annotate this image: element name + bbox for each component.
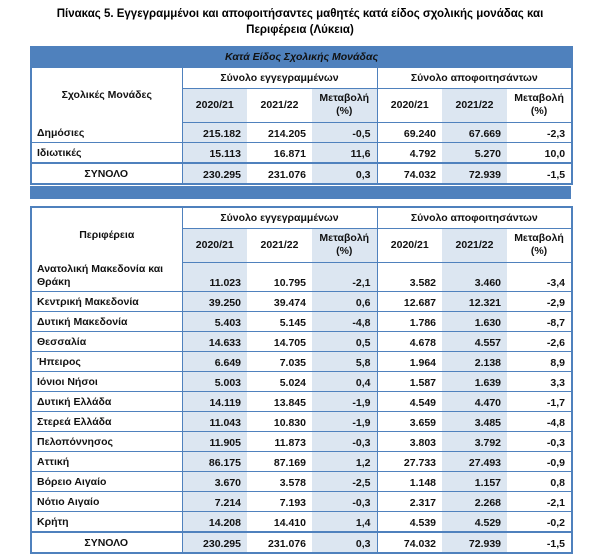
cell-value: -1,9 [312, 392, 377, 412]
cell-value: 11.043 [182, 412, 247, 432]
table-banner-row [31, 47, 572, 68]
cell-value: -2,1 [312, 262, 377, 292]
cell-value: 0,5 [312, 332, 377, 352]
cell-value: 3.485 [442, 412, 507, 432]
row-label: Ιόνιοι Νήσοι [31, 372, 182, 392]
cell-value: 12.687 [377, 292, 442, 312]
cell-value: 16.871 [247, 142, 312, 163]
column-header-change-pct: Μεταβολή (%) [507, 88, 572, 122]
table-row [31, 432, 572, 452]
cell-value: 11.905 [182, 432, 247, 452]
row-label: Δημόσιες [31, 122, 182, 142]
cell-value: -2,1 [507, 492, 572, 512]
table-banner: Κατά Είδος Σχολικής Μονάδας [31, 47, 572, 68]
cell-value: -0,3 [507, 432, 572, 452]
cell-value: 1,4 [312, 512, 377, 533]
cell-value: 215.182 [182, 122, 247, 142]
total-row [31, 532, 572, 553]
column-header-graduated-group: Σύνολο αποφοιτησάντων [377, 67, 572, 88]
column-header-year-2020-21: 2020/21 [377, 228, 442, 262]
cell-value: 5.270 [442, 142, 507, 163]
cell-value: 231.076 [247, 532, 312, 553]
cell-value: -4,8 [507, 412, 572, 432]
cell-value: 0,3 [312, 532, 377, 553]
school-type-table [30, 46, 573, 185]
table-row [31, 142, 572, 163]
column-header-change-pct: Μεταβολή (%) [312, 228, 377, 262]
column-header-year-2021-22: 2021/22 [442, 88, 507, 122]
table-row [31, 492, 572, 512]
cell-value: 10.795 [247, 262, 312, 292]
cell-value: 1.148 [377, 472, 442, 492]
cell-value: 74.032 [377, 163, 442, 184]
cell-value: 230.295 [182, 163, 247, 184]
cell-value: -2,9 [507, 292, 572, 312]
cell-value: -1,5 [507, 163, 572, 184]
row-label: Αττική [31, 452, 182, 472]
cell-value: 3.792 [442, 432, 507, 452]
cell-value: 11,6 [312, 142, 377, 163]
row-label: Ανατολική Μακεδονία και Θράκη [31, 262, 182, 292]
cell-value: 4.529 [442, 512, 507, 533]
cell-value: -2,3 [507, 122, 572, 142]
cell-value: 1,2 [312, 452, 377, 472]
column-header-year-2021-22: 2021/22 [247, 88, 312, 122]
column-header-enrolled-group: Σύνολο εγγεγραμμένων [182, 207, 377, 229]
cell-value: 1.630 [442, 312, 507, 332]
cell-value: 3.803 [377, 432, 442, 452]
row-label: Κρήτη [31, 512, 182, 533]
cell-value: 3,3 [507, 372, 572, 392]
column-header-enrolled-group: Σύνολο εγγεγραμμένων [182, 67, 377, 88]
cell-value: 0,4 [312, 372, 377, 392]
row-label: Νότιο Αιγαίο [31, 492, 182, 512]
table-row [31, 472, 572, 492]
cell-value: 214.205 [247, 122, 312, 142]
cell-value: 5.145 [247, 312, 312, 332]
cell-value: -3,4 [507, 262, 572, 292]
cell-value: 0,8 [507, 472, 572, 492]
row-label: Στερεά Ελλάδα [31, 412, 182, 432]
cell-value: 67.669 [442, 122, 507, 142]
row-label: ΣΥΝΟΛΟ [31, 163, 182, 184]
table-row [31, 372, 572, 392]
column-header-year-2020-21: 2020/21 [182, 228, 247, 262]
table-row [31, 122, 572, 142]
region-table [30, 206, 573, 554]
cell-value: 5.003 [182, 372, 247, 392]
row-label: Δυτική Μακεδονία [31, 312, 182, 332]
cell-value: 14.633 [182, 332, 247, 352]
column-header-change-pct: Μεταβολή (%) [507, 228, 572, 262]
cell-value: 6.649 [182, 352, 247, 372]
cell-value: -8,7 [507, 312, 572, 332]
column-header-change-pct: Μεταβολή (%) [312, 88, 377, 122]
table-divider-bar [30, 186, 571, 199]
cell-value: -1,7 [507, 392, 572, 412]
cell-value: 3.670 [182, 472, 247, 492]
cell-value: 0,6 [312, 292, 377, 312]
cell-value: 2.268 [442, 492, 507, 512]
column-header-year-2020-21: 2020/21 [377, 88, 442, 122]
cell-value: 72.939 [442, 163, 507, 184]
cell-value: -2,5 [312, 472, 377, 492]
column-header-school-units: Σχολικές Μονάδες [31, 67, 182, 122]
row-label: Πελοπόννησος [31, 432, 182, 452]
row-label: Ιδιωτικές [31, 142, 182, 163]
row-label: Ήπειρος [31, 352, 182, 372]
cell-value: 13.845 [247, 392, 312, 412]
cell-value: 3.460 [442, 262, 507, 292]
cell-value: 14.208 [182, 512, 247, 533]
cell-value: 8,9 [507, 352, 572, 372]
cell-value: 3.659 [377, 412, 442, 432]
row-label: Κεντρική Μακεδονία [31, 292, 182, 312]
cell-value: 39.250 [182, 292, 247, 312]
cell-value: 7.193 [247, 492, 312, 512]
cell-value: 4.470 [442, 392, 507, 412]
row-label: ΣΥΝΟΛΟ [31, 532, 182, 553]
cell-value: -1,5 [507, 532, 572, 553]
table-row [31, 292, 572, 312]
cell-value: 231.076 [247, 163, 312, 184]
table-row [31, 262, 572, 292]
cell-value: 74.032 [377, 532, 442, 553]
cell-value: -1,9 [312, 412, 377, 432]
cell-value: 12.321 [442, 292, 507, 312]
table-row [31, 312, 572, 332]
column-header-region: Περιφέρεια [31, 207, 182, 263]
cell-value: 7.214 [182, 492, 247, 512]
cell-value: 14.119 [182, 392, 247, 412]
cell-value: -0,3 [312, 492, 377, 512]
cell-value: 2.138 [442, 352, 507, 372]
group-header-row [31, 67, 572, 88]
table-row [31, 452, 572, 472]
cell-value: 87.169 [247, 452, 312, 472]
cell-value: -2,6 [507, 332, 572, 352]
cell-value: 27.733 [377, 452, 442, 472]
group-header-row [31, 207, 572, 229]
table-row [31, 512, 572, 533]
cell-value: 14.705 [247, 332, 312, 352]
total-row [31, 163, 572, 184]
cell-value: 5.403 [182, 312, 247, 332]
cell-value: 10,0 [507, 142, 572, 163]
cell-value: 69.240 [377, 122, 442, 142]
cell-value: 0,3 [312, 163, 377, 184]
cell-value: 10.830 [247, 412, 312, 432]
cell-value: 1.786 [377, 312, 442, 332]
cell-value: -0,5 [312, 122, 377, 142]
cell-value: -0,9 [507, 452, 572, 472]
cell-value: 4.792 [377, 142, 442, 163]
table-row [31, 352, 572, 372]
cell-value: -0,3 [312, 432, 377, 452]
row-label: Θεσσαλία [31, 332, 182, 352]
row-label: Βόρειο Αιγαίο [31, 472, 182, 492]
cell-value: 1.964 [377, 352, 442, 372]
cell-value: 14.410 [247, 512, 312, 533]
cell-value: 4.557 [442, 332, 507, 352]
table-row [31, 332, 572, 352]
cell-value: 11.023 [182, 262, 247, 292]
cell-value: 1.639 [442, 372, 507, 392]
table-row [31, 392, 572, 412]
cell-value: 4.549 [377, 392, 442, 412]
table-row [31, 412, 572, 432]
cell-value: 27.493 [442, 452, 507, 472]
row-label: Δυτική Ελλάδα [31, 392, 182, 412]
cell-value: 1.157 [442, 472, 507, 492]
cell-value: -4,8 [312, 312, 377, 332]
cell-value: 5.024 [247, 372, 312, 392]
cell-value: -0,2 [507, 512, 572, 533]
cell-value: 5,8 [312, 352, 377, 372]
cell-value: 2.317 [377, 492, 442, 512]
page-title: Πίνακας 5. Εγγεγραμμένοι και αποφοιτήσαντες μαθητές κατά είδος σχολικής μονάδας και Περιφέρεια (Λύκεια) [56, 8, 544, 36]
cell-value: 39.474 [247, 292, 312, 312]
column-header-year-2021-22: 2021/22 [442, 228, 507, 262]
cell-value: 15.113 [182, 142, 247, 163]
cell-value: 4.539 [377, 512, 442, 533]
cell-value: 72.939 [442, 532, 507, 553]
cell-value: 3.578 [247, 472, 312, 492]
column-header-year-2021-22: 2021/22 [247, 228, 312, 262]
cell-value: 230.295 [182, 532, 247, 553]
cell-value: 4.678 [377, 332, 442, 352]
cell-value: 3.582 [377, 262, 442, 292]
column-header-year-2020-21: 2020/21 [182, 88, 247, 122]
cell-value: 11.873 [247, 432, 312, 452]
cell-value: 86.175 [182, 452, 247, 472]
cell-value: 1.587 [377, 372, 442, 392]
cell-value: 7.035 [247, 352, 312, 372]
column-header-graduated-group: Σύνολο αποφοιτησάντων [377, 207, 572, 229]
